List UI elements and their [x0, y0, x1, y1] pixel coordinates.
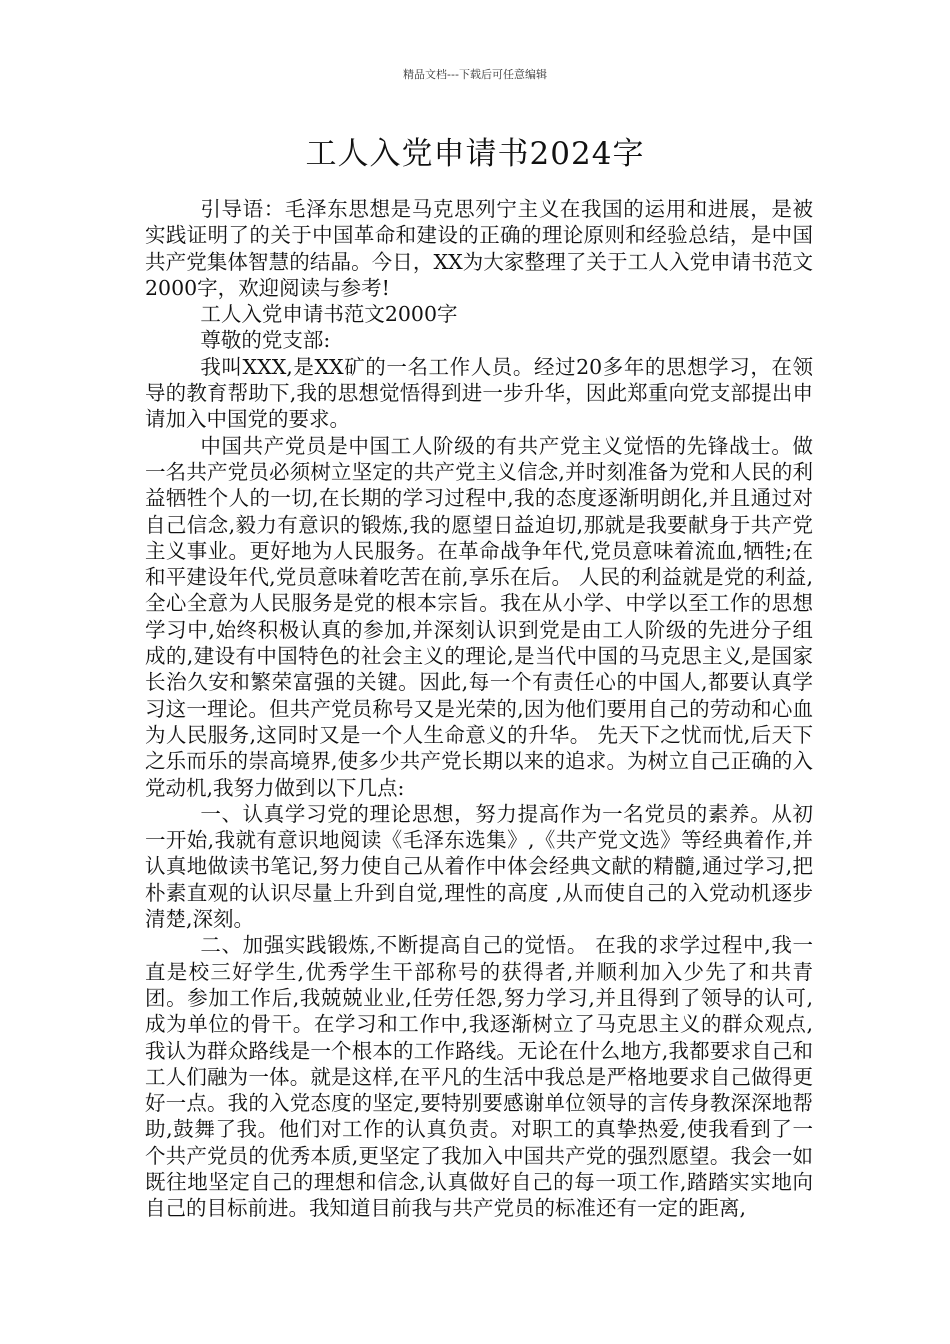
body-paragraph: 中国共产党员是中国工人阶级的有共产党主义觉悟的先锋战士。做一名共产党员必须树立坚定的共产党主义信念,并时刻准备为党和人民的利益牺牲个人的一切,在长期的学习过程中,我的态度逐渐明朗化,并且通过对自己信念,毅力有意识的锻炼,我的愿望日益迫切,那就是我要献身于共产党主义事业。更好地为人民服务。在革命战争年代,党员意味着流血,牺牲;在和平建设年代,党员意味着吃苦在前,享乐在后。 人民的利益就是党的利益,全心全意为人民服务是党的根本宗旨。我在从小学、中学以至工作的思想学习中,始终积极认真的参加,并深刻认识到党是由工人阶级的先进分子组成的,建设有中国特色的社会主义的理论,是当代中国的马克思主义,是国家长治久安和繁荣富强的关键。因此,每一个有责任心的中国人,都要认真学习这一理论。但共产党员称号又是光荣的,因为他们要用自己的劳动和心血为人民服务,这同时又是一个人生命意义的升华。 先天下之忧而忧,后天下之乐而乐的崇高境界,使多少共产党长期以来的追求。为树立自己正确的入党动机,我努力做到以下几点: [145, 433, 813, 800]
header-note: 精品文档---下载后可任意编辑 [403, 68, 547, 81]
subheading: 工人入党申请书范文2000字 [200, 302, 458, 327]
body-paragraph: 一、认真学习党的理论思想，努力提高作为一名党员的素养。从初一开始,我就有意识地阅读《毛泽东选集》,《共产党文选》等经典着作,并认真地做读书笔记,努力使自己从着作中体会经典文献的精髓,通过学习,把朴素直观的认识尽量上升到自觉,理性的高度 ,从而使自己的入党动机逐步清楚,深刻。 [145, 801, 813, 932]
salutation: 尊敬的党支部: [200, 328, 331, 353]
document-title: 工人入党申请书2024字 [305, 136, 645, 172]
intro-paragraph: 引导语：毛泽东思想是马克思列宁主义在我国的运用和进展，是被实践证明了的关于中国革命和建设的正确的理论原则和经验总结，是中国共产党集体智慧的结晶。今日，XX为大家整理了关于工人入党申请书范文2000字，欢迎阅读与参考! [145, 197, 813, 300]
document-body [145, 196, 813, 1222]
body-paragraph: 二、加强实践锻炼,不断提高自己的觉悟。 在我的求学过程中,我一直是校三好学生,优秀学生干部称号的获得者,并顺利加入少先了和共青团。参加工作后,我兢兢业业,任劳任怨,努力学习,并且得到了领导的认可,成为单位的骨干。在学习和工作中,我逐渐树立了马克思主义的群众观点,我认为群众路线是一个根本的工作路线。无论在什么地方,我都要求自己和工人们融为一体。就是这样,在平凡的生活中我总是严格地要求自己做得更好一点。我的入党态度的坚定,要特别要感谢单位领导的言传身教深深地帮助,鼓舞了我。他们对工作的认真负责。对职工的真挚热爱,使我看到了一个共产党员的优秀本质,更坚定了我加入中国共产党的强烈愿望。我会一如既往地坚定自己的理想和信念,认真做好自己的每一项工作,踏踏实实地向自己的目标前进。我知道目前我与共产党员的标准还有一定的距离, [145, 933, 813, 1221]
body-paragraph: 我叫XXX,是XX矿的一名工作人员。经过20多年的思想学习，在领导的教育帮助下,我的思想觉悟得到进一步升华，因此郑重向党支部提出申请加入中国党的要求。 [145, 354, 813, 432]
